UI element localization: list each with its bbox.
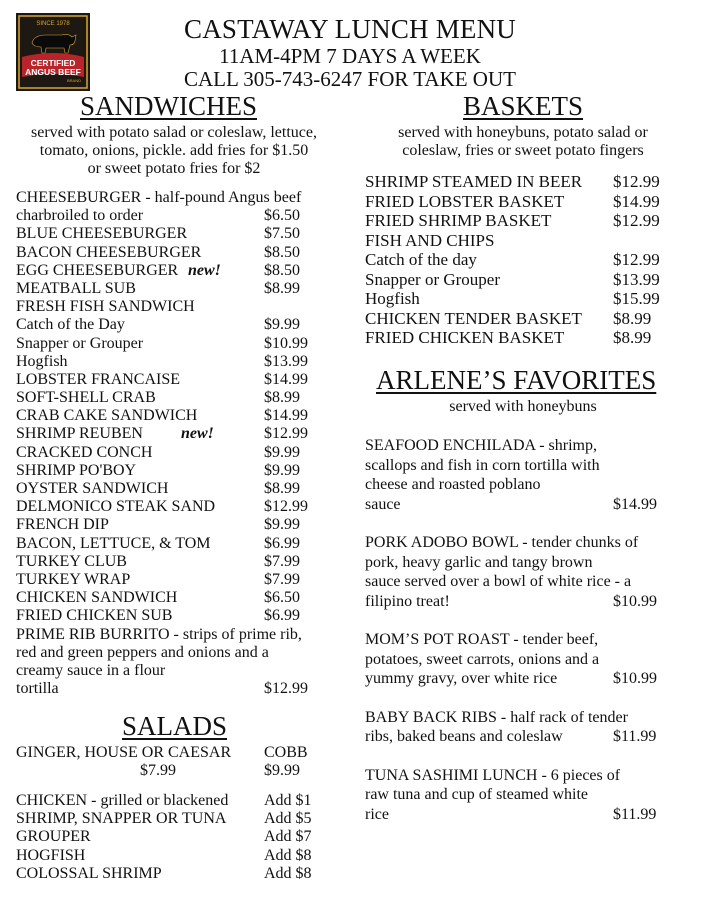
item-name: Hogfish — [16, 352, 68, 370]
baskets-heading: BASKETS — [463, 91, 584, 121]
item-name: HOGFISH — [16, 846, 86, 864]
item-name: PRIME RIB BURRITO - strips of prime rib, — [16, 625, 302, 643]
menu-item — [16, 498, 336, 516]
item-description-line: sauce — [365, 495, 401, 513]
menu-item — [365, 289, 685, 309]
item-price: $14.99 — [613, 495, 657, 513]
menu-item — [16, 762, 336, 780]
item-price: $8.50 — [264, 243, 300, 261]
menu-item — [16, 865, 336, 883]
menu-item — [16, 480, 336, 498]
item-name: CRACKED CONCH — [16, 443, 153, 461]
item-price: $7.50 — [264, 225, 300, 243]
menu-item — [16, 407, 336, 425]
menu-item — [16, 662, 336, 680]
item-price: $8.99 — [264, 279, 300, 297]
item-name: creamy sauce in a flour — [16, 661, 166, 679]
item-price: Add $5 — [264, 810, 312, 828]
item-description-line: rice — [365, 805, 389, 823]
item-price: $15.99 — [613, 289, 660, 308]
item-name: FRIED SHRIMP BASKET — [365, 211, 552, 230]
item-price: $6.50 — [264, 207, 300, 225]
item-price: $8.50 — [264, 261, 300, 279]
item-price: $8.99 — [613, 328, 652, 347]
item-name: BACON, LETTUCE, & TOM — [16, 534, 211, 552]
sandwiches-heading: SANDWICHES — [80, 91, 258, 121]
menu-item — [16, 298, 336, 316]
item-price: $12.99 — [613, 250, 660, 269]
certified-angus-beef-logo — [16, 13, 90, 91]
menu-item — [16, 389, 336, 407]
item-name: Catch of the Day — [16, 316, 125, 334]
menu-item — [365, 192, 685, 212]
menu-item — [365, 231, 685, 251]
item-description-line: scallops and fish in corn tortilla with — [365, 456, 600, 474]
item-name: FRENCH DIP — [16, 516, 109, 534]
menu-phone: CALL 305-743-6247 FOR TAKE OUT — [184, 67, 516, 91]
menu-item — [16, 335, 336, 353]
item-price: $7.99 — [264, 570, 300, 588]
menu-title: CASTAWAY LUNCH MENU — [184, 14, 516, 44]
angus-logo-graphic — [16, 13, 90, 91]
sandwiches-subtitle-line: served with potato salad or coleslaw, lettuce, — [31, 124, 317, 141]
item-name: CHEESEBURGER - half-pound Angus beef — [16, 189, 302, 206]
favorites-subtitle: served with honeybuns — [449, 398, 597, 415]
item-name: SHRIMP STEAMED IN BEER — [365, 172, 583, 191]
menu-item — [16, 607, 336, 625]
item-name: Snapper or Grouper — [365, 269, 501, 289]
item-price: $12.99 — [264, 498, 308, 516]
item-name: GINGER, HOUSE OR CAESAR — [16, 744, 232, 761]
menu-item — [16, 516, 336, 534]
item-price: Add $7 — [264, 828, 312, 846]
item-price: $7.99 — [140, 762, 176, 780]
menu-item — [365, 250, 685, 270]
item-name: CHICKEN TENDER BASKET — [365, 308, 582, 328]
item-price: Add $1 — [264, 792, 312, 809]
favorite-item — [365, 708, 685, 747]
menu-item — [16, 425, 336, 443]
menu-item — [16, 371, 336, 389]
item-name: tortilla — [16, 680, 59, 698]
sandwiches-subtitle-line: tomato, onions, pickle. add fries for $1.50 — [39, 142, 309, 159]
item-name: CHICKEN SANDWICH — [16, 589, 178, 607]
item-name: Hogfish — [365, 289, 420, 308]
menu-item — [16, 316, 336, 334]
item-name: MEATBALL SUB — [16, 279, 136, 297]
item-price: $8.99 — [264, 389, 300, 407]
item-description-line: potatoes, sweet carrots, onions and a — [365, 650, 600, 668]
menu-item — [365, 328, 685, 348]
menu-item — [16, 644, 336, 662]
item-name: SOFT-SHELL CRAB — [16, 389, 156, 407]
menu-item — [365, 172, 685, 192]
sandwiches-subtitle-line: or sweet potato fries for $2 — [87, 160, 261, 177]
item-price: $10.99 — [613, 670, 657, 687]
item-name: FRIED LOBSTER BASKET — [365, 191, 565, 211]
logo-line1: CERTIFIED — [30, 58, 76, 68]
menu-item — [16, 353, 336, 371]
item-name: FRIED CHICKEN BASKET — [365, 328, 565, 347]
item-name: FRESH FISH SANDWICH — [16, 298, 195, 316]
sandwiches-subtitle — [12, 124, 336, 178]
item-name: OYSTER SANDWICH — [16, 480, 169, 497]
menu-item — [16, 262, 336, 280]
item-price: Add $8 — [264, 846, 312, 864]
logo-brand: BRAND — [66, 78, 82, 83]
item-price: $12.99 — [264, 680, 308, 698]
menu-item — [16, 744, 336, 762]
baskets-subtitle-line: coleslaw, fries or sweet potato fingers — [402, 142, 644, 159]
item-name: FISH AND CHIPS — [365, 230, 495, 250]
item-price: $6.99 — [264, 534, 300, 552]
baskets-subtitle — [362, 124, 684, 160]
menu-item — [16, 571, 336, 589]
item-name: COLOSSAL SHRIMP — [16, 864, 162, 882]
item-price: $14.99 — [264, 407, 308, 425]
item-price: $13.99 — [613, 269, 660, 289]
menu-item — [16, 225, 336, 243]
item-price: $12.99 — [264, 425, 308, 443]
item-name: BLUE CHEESEBURGER — [16, 225, 188, 243]
item-name: SHRIMP REUBEN — [16, 425, 143, 443]
item-price: $9.99 — [264, 316, 300, 334]
menu-item — [16, 462, 336, 480]
item-price: $14.99 — [264, 370, 308, 388]
item-description-line: raw tuna and cup of steamed white — [365, 786, 589, 803]
item-description-line: sauce served over a bowl of white rice - a — [365, 573, 632, 590]
favorite-item — [365, 766, 685, 825]
item-name: COBB — [264, 744, 308, 761]
sandwiches-list — [16, 189, 336, 698]
item-description-line: yummy gravy, over white rice — [365, 670, 558, 687]
baskets-list — [365, 172, 685, 348]
menu-item — [16, 189, 336, 207]
favorite-item — [365, 533, 685, 611]
menu-item — [16, 553, 336, 571]
item-description-line: cheese and roasted poblano — [365, 476, 541, 493]
menu-item — [16, 444, 336, 462]
favorites-heading: ARLENE’S FAVORITES — [376, 365, 657, 395]
menu-item — [16, 280, 336, 298]
item-description-line: PORK ADOBO BOWL - tender chunks of — [365, 534, 639, 551]
salads-base-list — [16, 744, 336, 780]
item-name: TURKEY CLUB — [16, 552, 127, 570]
item-name: SHRIMP PO'BOY — [16, 461, 137, 479]
item-price: $10.99 — [264, 334, 308, 352]
item-price: $11.99 — [613, 805, 657, 823]
menu-item — [16, 589, 336, 607]
item-description-line: MOM’S POT ROAST - tender beef, — [365, 631, 599, 648]
item-name: LOBSTER FRANCAISE — [16, 370, 181, 388]
menu-item — [16, 810, 336, 828]
item-name: DELMONICO STEAK SAND — [16, 498, 216, 516]
item-name: SHRIMP, SNAPPER OR TUNA — [16, 810, 227, 828]
menu-item — [16, 626, 336, 644]
item-description-line: filipino treat! — [365, 592, 450, 610]
item-name: EGG CHEESEBURGER — [16, 261, 179, 279]
item-price: $10.99 — [613, 592, 657, 610]
favorite-item — [365, 630, 685, 689]
item-name: TURKEY WRAP — [16, 570, 131, 588]
menu-item — [16, 847, 336, 865]
logo-line2: ANGUS BEEF — [25, 67, 81, 77]
item-description-line: pork, heavy garlic and tangy brown — [365, 553, 593, 571]
item-price: $11.99 — [613, 728, 657, 745]
item-name: GROUPER — [16, 828, 91, 846]
item-description-line: ribs, baked beans and coleslaw — [365, 728, 563, 745]
logo-since: SINCE 1978 — [36, 21, 70, 27]
menu-item — [365, 211, 685, 231]
item-name: CHICKEN - grilled or blackened — [16, 792, 229, 809]
menu-hours: 11AM-4PM 7 DAYS A WEEK — [219, 44, 481, 68]
menu-item — [365, 270, 685, 290]
item-name: BACON CHEESEBURGER — [16, 243, 202, 261]
menu-item — [16, 535, 336, 553]
item-price: $9.99 — [264, 762, 300, 780]
new-badge: new! — [181, 425, 214, 443]
item-name: charbroiled to order — [16, 207, 144, 225]
favorite-item — [365, 436, 685, 514]
item-description-line: TUNA SASHIMI LUNCH - 6 pieces of — [365, 766, 621, 784]
item-price: $9.99 — [264, 461, 300, 479]
item-price: $13.99 — [264, 352, 308, 370]
menu-item — [16, 207, 336, 225]
baskets-subtitle-line: served with honeybuns, potato salad or — [398, 124, 648, 141]
favorites-list — [365, 436, 685, 843]
new-badge: new! — [188, 261, 221, 279]
salad-addons-list — [16, 792, 336, 883]
menu-item — [365, 309, 685, 329]
item-price: $7.99 — [264, 552, 300, 570]
item-price: $8.99 — [264, 480, 300, 497]
item-description-line: BABY BACK RIBS - half rack of tender — [365, 708, 628, 726]
item-price: $9.99 — [264, 443, 300, 461]
menu-item — [16, 792, 336, 810]
item-name: CRAB CAKE SANDWICH — [16, 407, 198, 425]
menu-item — [16, 680, 336, 698]
menu-item — [16, 828, 336, 846]
item-price: $6.99 — [264, 607, 300, 625]
item-price: $14.99 — [613, 191, 660, 211]
item-price: Add $8 — [264, 864, 312, 882]
salads-heading: SALADS — [122, 711, 228, 741]
item-description-line: SEAFOOD ENCHILADA - shrimp, — [365, 437, 597, 454]
item-name: Catch of the day — [365, 250, 477, 269]
menu-item — [16, 244, 336, 262]
item-price: $12.99 — [613, 172, 660, 191]
item-price: $6.50 — [264, 589, 300, 607]
item-name: red and green peppers and onions and a — [16, 643, 269, 661]
item-name: Snapper or Grouper — [16, 334, 144, 352]
item-price: $8.99 — [613, 308, 652, 328]
item-name: FRIED CHICKEN SUB — [16, 607, 173, 625]
item-price: $12.99 — [613, 211, 660, 230]
item-price: $9.99 — [264, 516, 300, 534]
